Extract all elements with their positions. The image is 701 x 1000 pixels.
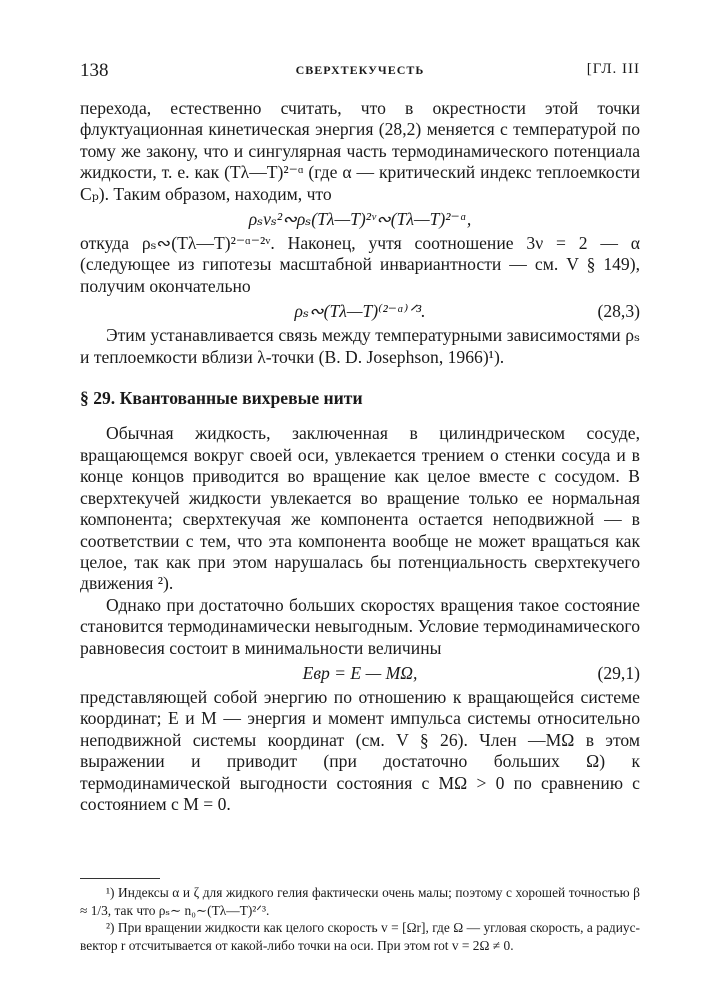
footnote-1: ¹) Индексы α и ζ для жидкого гелия фактически очень малы; поэтому с хорошей точностью β ≈ 1/3, так что ρₛ∼ n₀∼(Tλ—T)²ᐟ³. [80, 885, 640, 918]
equation-formula: ρₛvₛ²∾ρₛ(Tλ—T)²ᵛ∾(Tλ—T)²⁻ᵅ, [248, 209, 472, 230]
main-text [80, 98, 640, 815]
section-heading: § 29. Квантованные вихревые нити [80, 388, 363, 409]
equation-unnumbered [80, 205, 640, 233]
equation-29-1 [80, 659, 640, 687]
footnote-divider [80, 878, 160, 879]
paragraph-4: Обычная жидкость, заключенная в цилиндрическом сосуде, вращающемся вокруг своей оси, увлекается трением о стенки сосуда и в конце концов приводится во вращение как целое вместе с сосудом. В сверхтекучей жидкости увлекается во вращение только ее нормальная компонента; сверхтекучая же компонента остается неподвижной — в соответствии с тем, что эта компонента вообще не может вращаться как целое, так как при этом нарушалась бы потенциальность сверхтекучего движения ²). [80, 423, 640, 594]
equation-number: (28,3) [597, 301, 640, 322]
equation-28-3 [80, 297, 640, 325]
equation-number: (29,1) [597, 662, 640, 683]
paragraph-6: представляющей собой энергию по отношению к вращающейся системе координат; E и M — энергия и момент импульса системы относительно неподвижной системы координат (см. V § 26). Член —MΩ в этом выражении и приводит (при достаточно больших Ω) к термодинамической выгодности состояния с MΩ > 0 по сравнению с состоянием с M = 0. [80, 686, 640, 814]
paragraph-5: Однако при достаточно больших скоростях вращения такое состояние становится термодинамически невыгодным. Условие термодинамического равновесия состоит в минимальности величины [80, 594, 640, 658]
equation-formula: Eвр = E — MΩ, [302, 662, 418, 683]
footnote-2: ²) При вращении жидкости как целого скорость v = [Ωr], где Ω — угловая скорость, а радиус-вектор r отсчитывается от какой-либо точки на оси. При этом rot v = 2Ω ≠ 0. [80, 920, 640, 953]
page-number: 138 [80, 60, 109, 81]
running-header [80, 60, 640, 84]
chapter-reference: [ГЛ. III [586, 61, 640, 77]
running-title: СВЕРХТЕКУЧЕСТЬ [295, 63, 425, 77]
footnotes [80, 884, 640, 954]
paragraph-1: перехода, естественно считать, что в окрестности этой точки флуктуационная кинетическая энергия (28,2) меняется с температурой по тому же закону, что и сингулярная часть термодинамического потенциала жидкости, т. е. как (Tλ—T)²⁻ᵅ (где α — критический индекс теплоемкости Cₚ). Таким образом, находим, что [80, 98, 640, 204]
paragraph-3: Этим устанавливается связь между температурными зависимостями ρₛ и теплоемкости вблизи λ-точки (B. D. Josephson, 1966)¹). [80, 325, 640, 367]
paragraph-2: откуда ρₛ∾(Tλ—T)²⁻ᵅ⁻²ᵛ. Наконец, учтя соотношение 3ν = 2 — α (следующее из гипотезы масштабной инвариантности — см. V § 149), получим окончательно [80, 233, 640, 296]
equation-formula: ρₛ∾(Tλ—T)⁽²⁻ᵅ⁾ᐟ³. [294, 301, 426, 322]
